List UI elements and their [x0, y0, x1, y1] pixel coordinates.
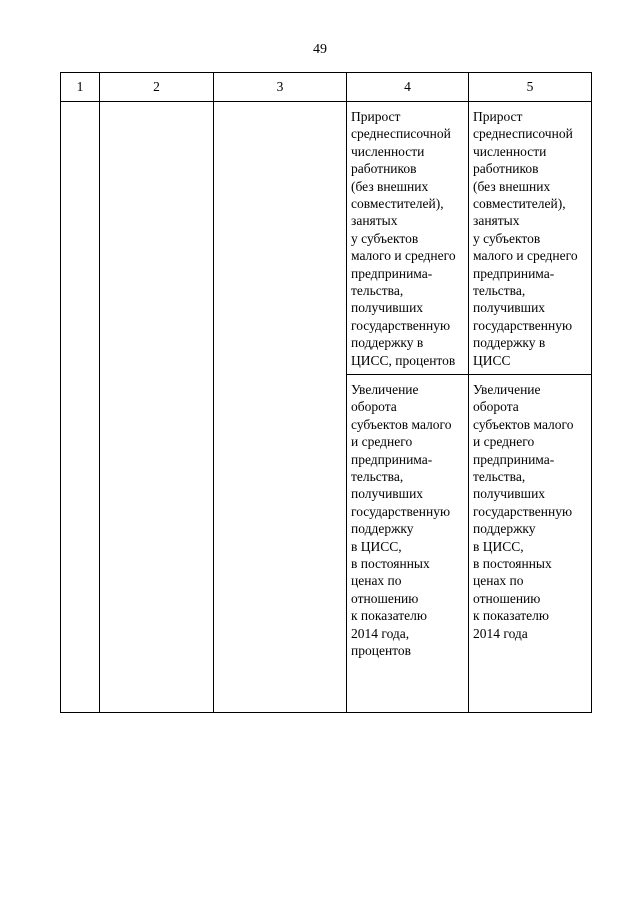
table-row	[61, 102, 592, 375]
indicator-cell-col4: Прирост среднесписочной численности работников (без внешних совместителей), занятых у субъектов малого и среднего предпринима- тельства, получивших государственную поддержку в ЦИСС, процентов	[347, 102, 469, 375]
header-cell-5: 5	[469, 73, 592, 102]
empty-cell-col3	[214, 102, 347, 713]
header-cell-2: 2	[100, 73, 214, 102]
header-cell-4: 4	[347, 73, 469, 102]
indicator-cell-col5: Увеличение оборота субъектов малого и среднего предпринима- тельства, получивших государственную поддержку в ЦИСС, в постоянных ценах по отношению к показателю 2014 года	[469, 375, 592, 713]
table-header-row	[61, 73, 592, 102]
page-number: 49	[313, 42, 327, 57]
header-cell-3: 3	[214, 73, 347, 102]
empty-cell-col2	[100, 102, 214, 713]
empty-cell-col1	[61, 102, 100, 713]
header-cell-1: 1	[61, 73, 100, 102]
document-table	[60, 72, 592, 713]
indicator-cell-col4: Увеличение оборота субъектов малого и среднего предпринима- тельства, получивших государственную поддержку в ЦИСС, в постоянных ценах по отношению к показателю 2014 года, процентов	[347, 375, 469, 713]
indicator-cell-col5: Прирост среднесписочной численности работников (без внешних совместителей), занятых у субъектов малого и среднего предпринима- тельства, получивших государственную поддержку в ЦИСС	[469, 102, 592, 375]
